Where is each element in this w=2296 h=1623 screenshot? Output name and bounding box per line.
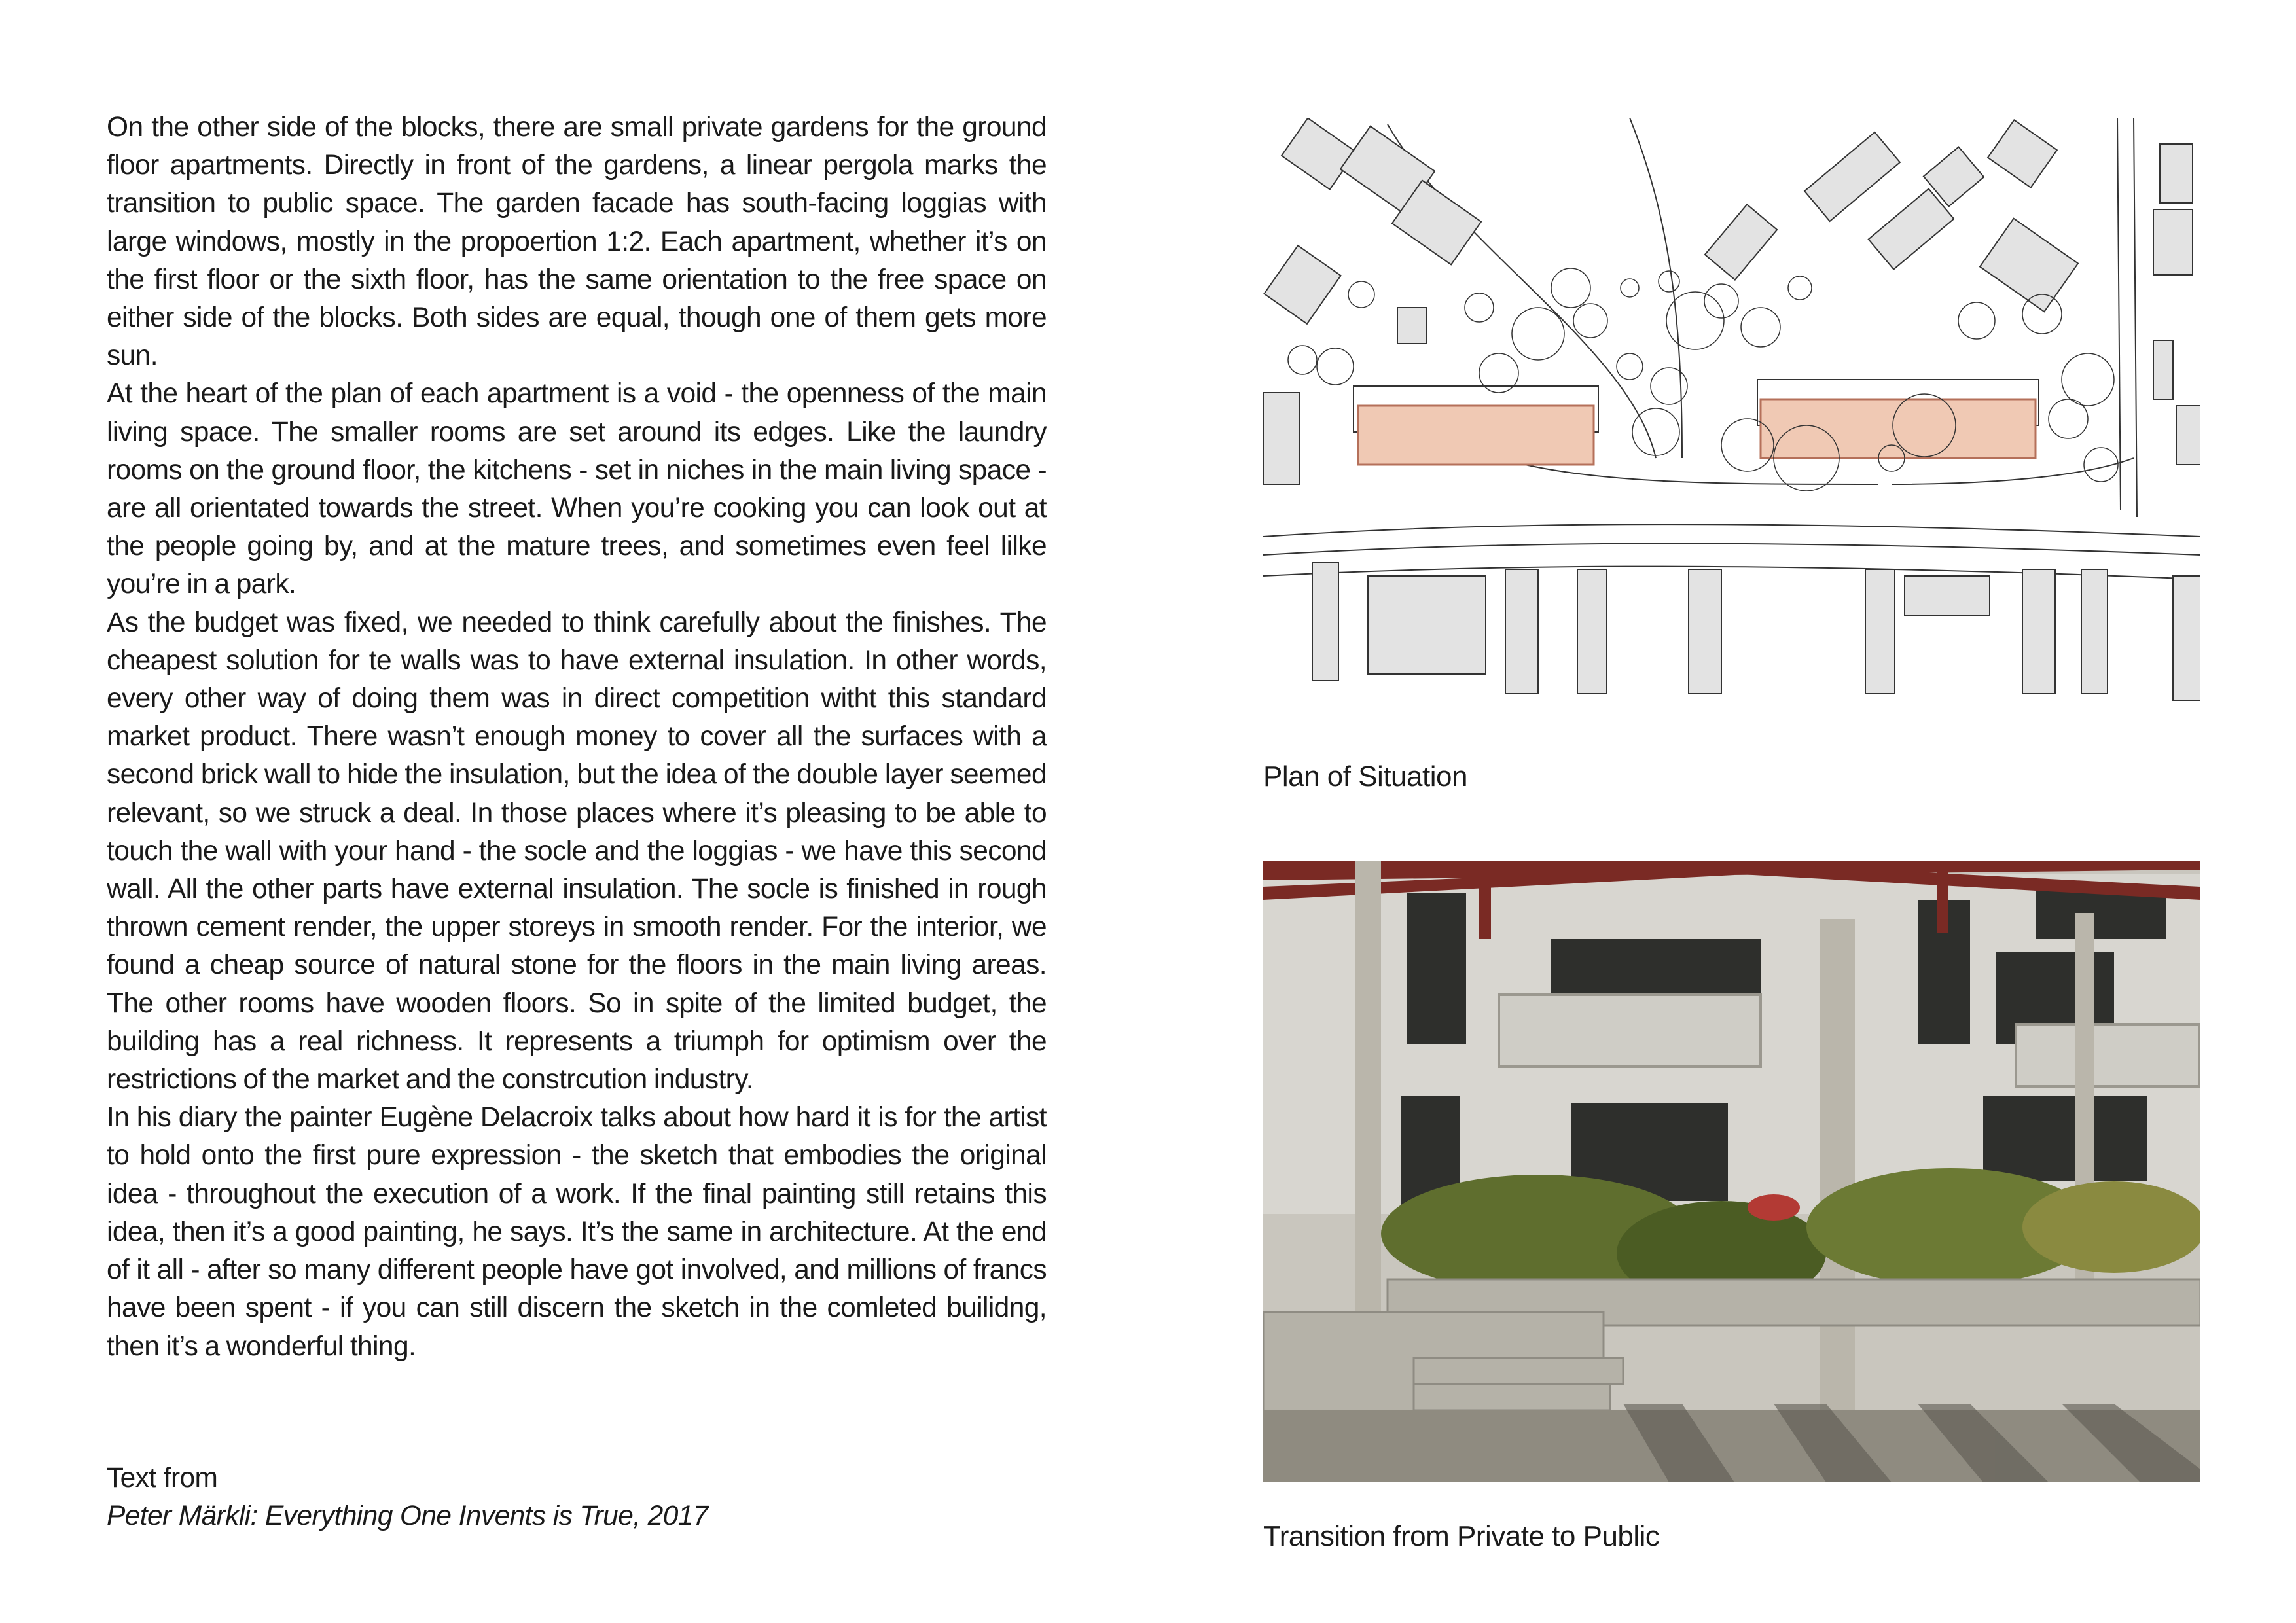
credits-label: Text from [107,1463,218,1493]
site-plan-drawing [1263,118,2200,720]
building-block-west [1358,406,1594,465]
text-credits [107,1459,1047,1535]
body-text [107,109,1047,1366]
paragraph-gardens: On the other side of the blocks, there are small private gardens for the ground floor apartments. Directly in front of the gardens, a linear pergola marks the transition to public space. The garden facade has south-facing loggias with large windows, mostly in the propoertion 1:2. Each apartment, whether it’s on the first floor or the sixth floor, has the same orientation to the free space on either side of the blocks. Both sides are equal, though one of them gets more sun. [107,112,1047,372]
site-plan-figure [1263,118,2200,720]
pergola-photo [1263,861,2200,1482]
plan-caption: Plan of Situation [1263,760,1467,793]
paragraph-void: At the heart of the plan of each apartment is a void - the openness of the main living space. The smaller rooms are set around its edges. Like the laundry rooms on the ground floor, the kitchens - set in niches in the main living space - are all orientated towards the street. When you’re cooking you can look out at the people going by, and at the mature trees, and sometimes even feel lilke you’re in a park. [107,378,1047,600]
credits-source: Peter Märkli: Everything One Invents is True, 2017 [107,1501,708,1531]
paragraph-delacroix: In his diary the painter Eugène Delacroix talks about how hard it is for the artist to hold onto the first pure expression - the sketch that embodies the original idea - throughout the execution of a work. If the final painting still retains this idea, then it’s a good painting, he says. It’s the same in architecture. At the end of it all - after so many different people have got involved, and millions of francs have been spent - if you can still discern the sketch in the comleted builidng, then it’s a wonderful thing. [107,1102,1047,1362]
project-blocks [1354,380,2039,465]
photo-caption: Transition from Private to Public [1263,1520,1660,1552]
paragraph-budget: As the budget was fixed, we needed to think carefully about the finishes. The cheapest solution for te walls was to have external insulation. In other words, every other way of doing them was in direct competition witht this standard market product. There wasn’t enough money to cover all the surfaces with a second brick wall to hide the insulation, but the idea of the double layer seemed relevant, so we struck a deal. In those places where it’s pleasing to be able to touch the wall with your hand - the socle and the loggias - we have this second wall. All the other parts have external insulation. The socle is finished in rough thrown cement render, the upper storeys in smooth render. For the interior, we found a cheap source of natural stone for the floors in the main living areas. The other rooms have wooden floors. So in spite of the limited budget, the building has a real richness. It represents a triumph for optimism over the restrictions of the market and the constrcution industry. [107,607,1047,1096]
photo-illustration [1263,861,2200,1482]
